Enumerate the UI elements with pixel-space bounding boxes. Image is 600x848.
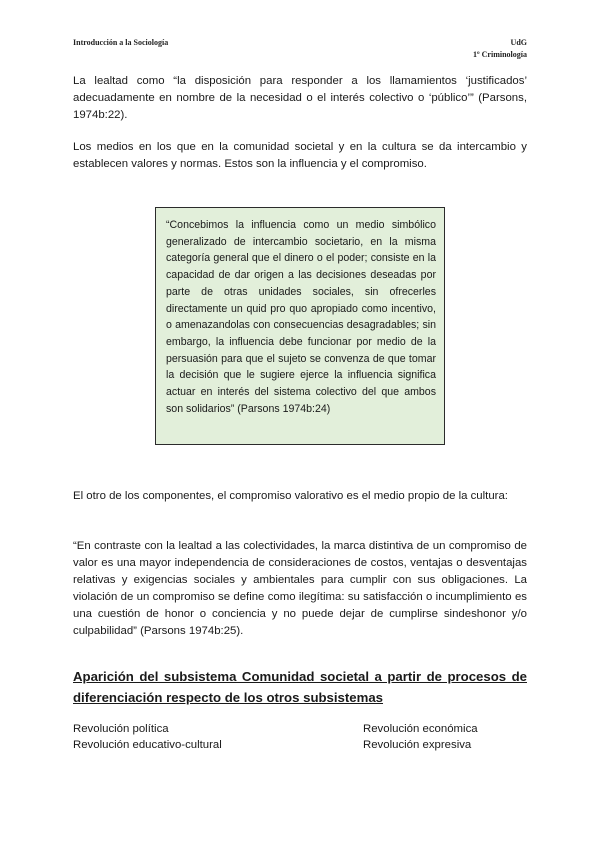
- header-university: UdG: [510, 38, 527, 47]
- paragraph-medios: Los medios en los que en la comunidad societal y en la cultura se da intercambio y establecen valores y normas. Estos son la influencia y el compromiso.: [73, 141, 527, 170]
- paragraph-lealtad: La lealtad como “la disposición para responder a los llamamientos ‘justificados’ adecuadamente en nombre de la necesidad o el interés colectivo o ‘público’” (Parsons, 1974b:22).: [73, 75, 527, 121]
- revolution-educativo-cultural: Revolución educativo-cultural: [73, 739, 222, 751]
- revolution-expresiva: Revolución expresiva: [363, 739, 472, 751]
- section-heading: Aparición del subsistema Comunidad societal a partir de procesos de diferenciación respecto de los otros subsistemas: [73, 669, 527, 705]
- header-degree: 1º Criminología: [473, 50, 527, 59]
- paragraph-compromiso-intro: El otro de los componentes, el compromiso valorativo es el medio propio de la cultura:: [73, 490, 508, 502]
- header-right: [473, 37, 527, 61]
- quote-box-influencia: “Concebimos la influencia como un medio simbólico generalizado de intercambio societario, en la misma categoría general que el dinero o el poder; consiste en la capacidad de dar origen a las decisiones deseadas por parte de otras unidades sociales, sin ofrecerles directamente un quid pro quo apropiado como incentivo, o amenazandolas con consecuencias desagradables; sin embargo, la influencia debe funcionar por medio de la persuasión para que el sujeto se convenza de que tomar la decisión que le sugiere ejerce la influencia significa actuar en interés del sistema colectivo del que ambos son solidarios” (Parsons 1974b:24): [155, 207, 445, 445]
- revolution-politica: Revolución política: [73, 723, 169, 735]
- header-course-title: Introducción a la Sociología: [73, 38, 169, 47]
- revolution-economica: Revolución económica: [363, 723, 478, 735]
- paragraph-compromiso-quote: “En contraste con la lealtad a las colectividades, la marca distintiva de un compromiso de valor es una mayor independencia de consideraciones de costos, ventajas o desventajas relativas y exigencias sociales y ambientales para cumplir con sus obligaciones. La violación de un compromiso se define como ilegítima: su satisfacción o incumplimiento es una cuestión de honor o conciencia y no puede dejar de cumplirse sindeshonor y/o culpabilidad” (Parsons 1974b:25).: [73, 540, 527, 637]
